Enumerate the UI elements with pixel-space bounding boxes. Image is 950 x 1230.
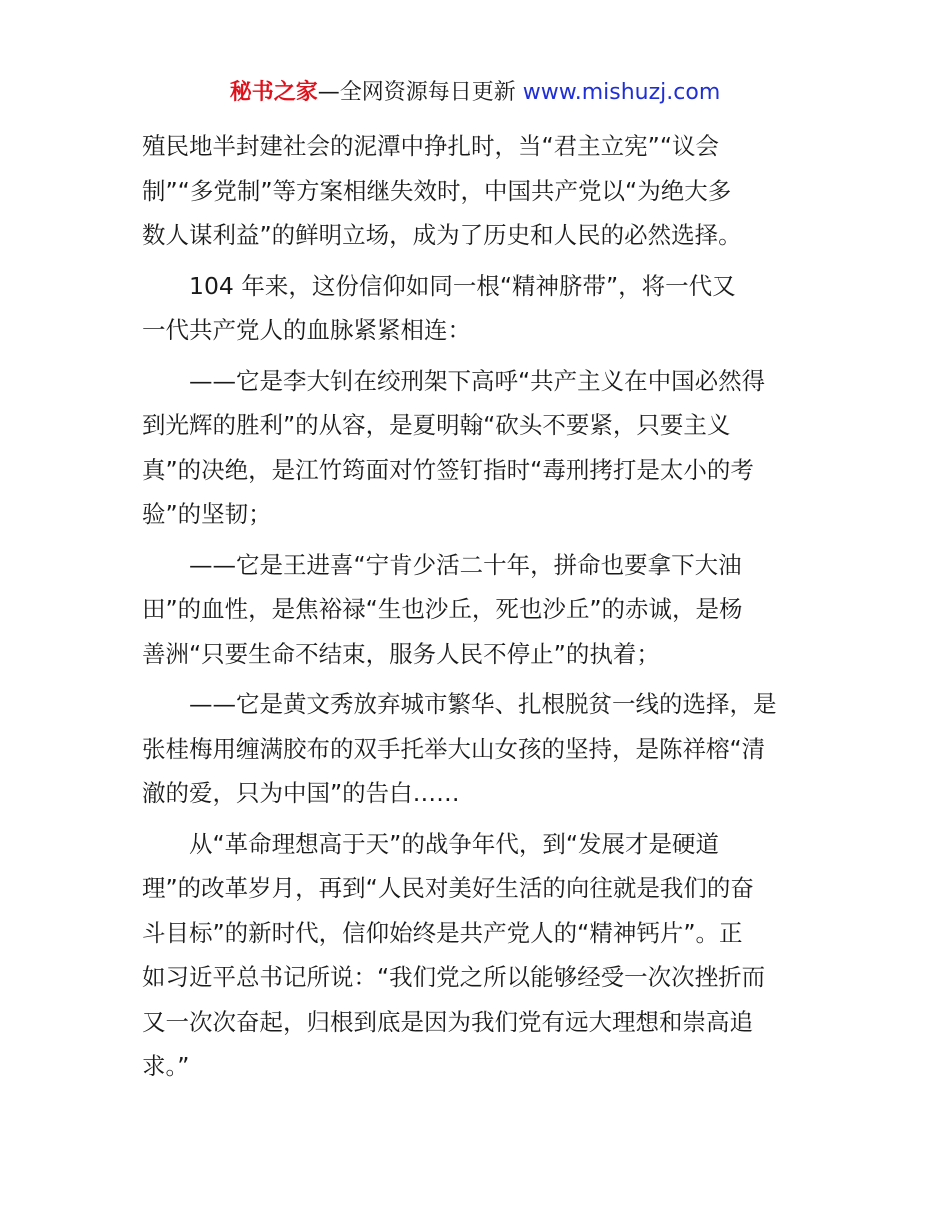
- text-line: 数人谋利益”的鲜明立场，成为了历史和人民的必然选择。: [142, 221, 742, 249]
- paragraph: [142, 359, 812, 537]
- text-line: ——它是黄文秀放弃城市繁华、扎根脱贫一线的选择，是: [189, 690, 777, 718]
- page-header: [0, 78, 950, 108]
- text-line: 斗目标”的新时代，信仰始终是共产党人的“精神钙片”。正: [142, 918, 743, 947]
- text-line: 验”的坚韧；: [142, 500, 272, 528]
- header-tagline: —全网资源每日更新: [317, 80, 523, 105]
- text-line: 如习近平总书记所说：“我们党之所以能够经受一次次挫折而: [142, 963, 766, 991]
- text-line: ——它是李大钊在绞刑架下高呼“共产主义在中国必然得: [189, 366, 766, 395]
- text-line: 一代共产党人的血脉紧紧相连：: [142, 316, 471, 344]
- site-url-link[interactable]: www.mishuzj.com: [522, 80, 721, 105]
- text-line: 殖民地半封建社会的泥潭中挣扎时，当“君主立宪”“议会: [142, 132, 720, 160]
- text-line: 真”的决绝，是江竹筠面对竹签钉指时“毒刑拷打是太小的考: [142, 455, 754, 484]
- text-line: 又一次次奋起，归根到底是因为我们党有远大理想和崇高追: [142, 1007, 753, 1036]
- paragraph: [142, 124, 812, 258]
- text-line: ——它是王进喜“宁肯少活二十年，拼命也要拿下大油: [189, 550, 742, 579]
- paragraph: [142, 682, 812, 816]
- text-line: 田”的血性，是焦裕禄“生也沙丘，死也沙丘”的赤诚，是杨: [142, 595, 743, 623]
- paragraph: [142, 264, 812, 353]
- paragraph: [142, 543, 812, 677]
- text-line: 求。”: [142, 1052, 190, 1080]
- document-body: [142, 124, 812, 1089]
- paragraph: [142, 822, 812, 1089]
- text-line: 104 年来，这份信仰如同一根“精神脐带”，将一代又: [189, 271, 736, 300]
- text-line: 澈的爱，只为中国”的告白……: [142, 779, 460, 807]
- text-line: 制”“多党制”等方案相继失效时，中国共产党以“为绝大多: [142, 176, 732, 205]
- text-line: 到光辉的胜利”的从容，是夏明翰“砍头不要紧，只要主义: [142, 411, 731, 439]
- text-line: 善洲“只要生命不结束，服务人民不停止”的执着；: [142, 639, 660, 668]
- brand-name: 秘书之家: [229, 80, 318, 105]
- text-line: 张桂梅用缠满胶布的双手托举大山女孩的坚持，是陈祥榕“清: [142, 734, 766, 763]
- text-line: 理”的改革岁月，再到“人民对美好生活的向往就是我们的奋: [142, 874, 754, 902]
- text-line: 从“革命理想高于天”的战争年代，到“发展才是硬道: [189, 829, 720, 858]
